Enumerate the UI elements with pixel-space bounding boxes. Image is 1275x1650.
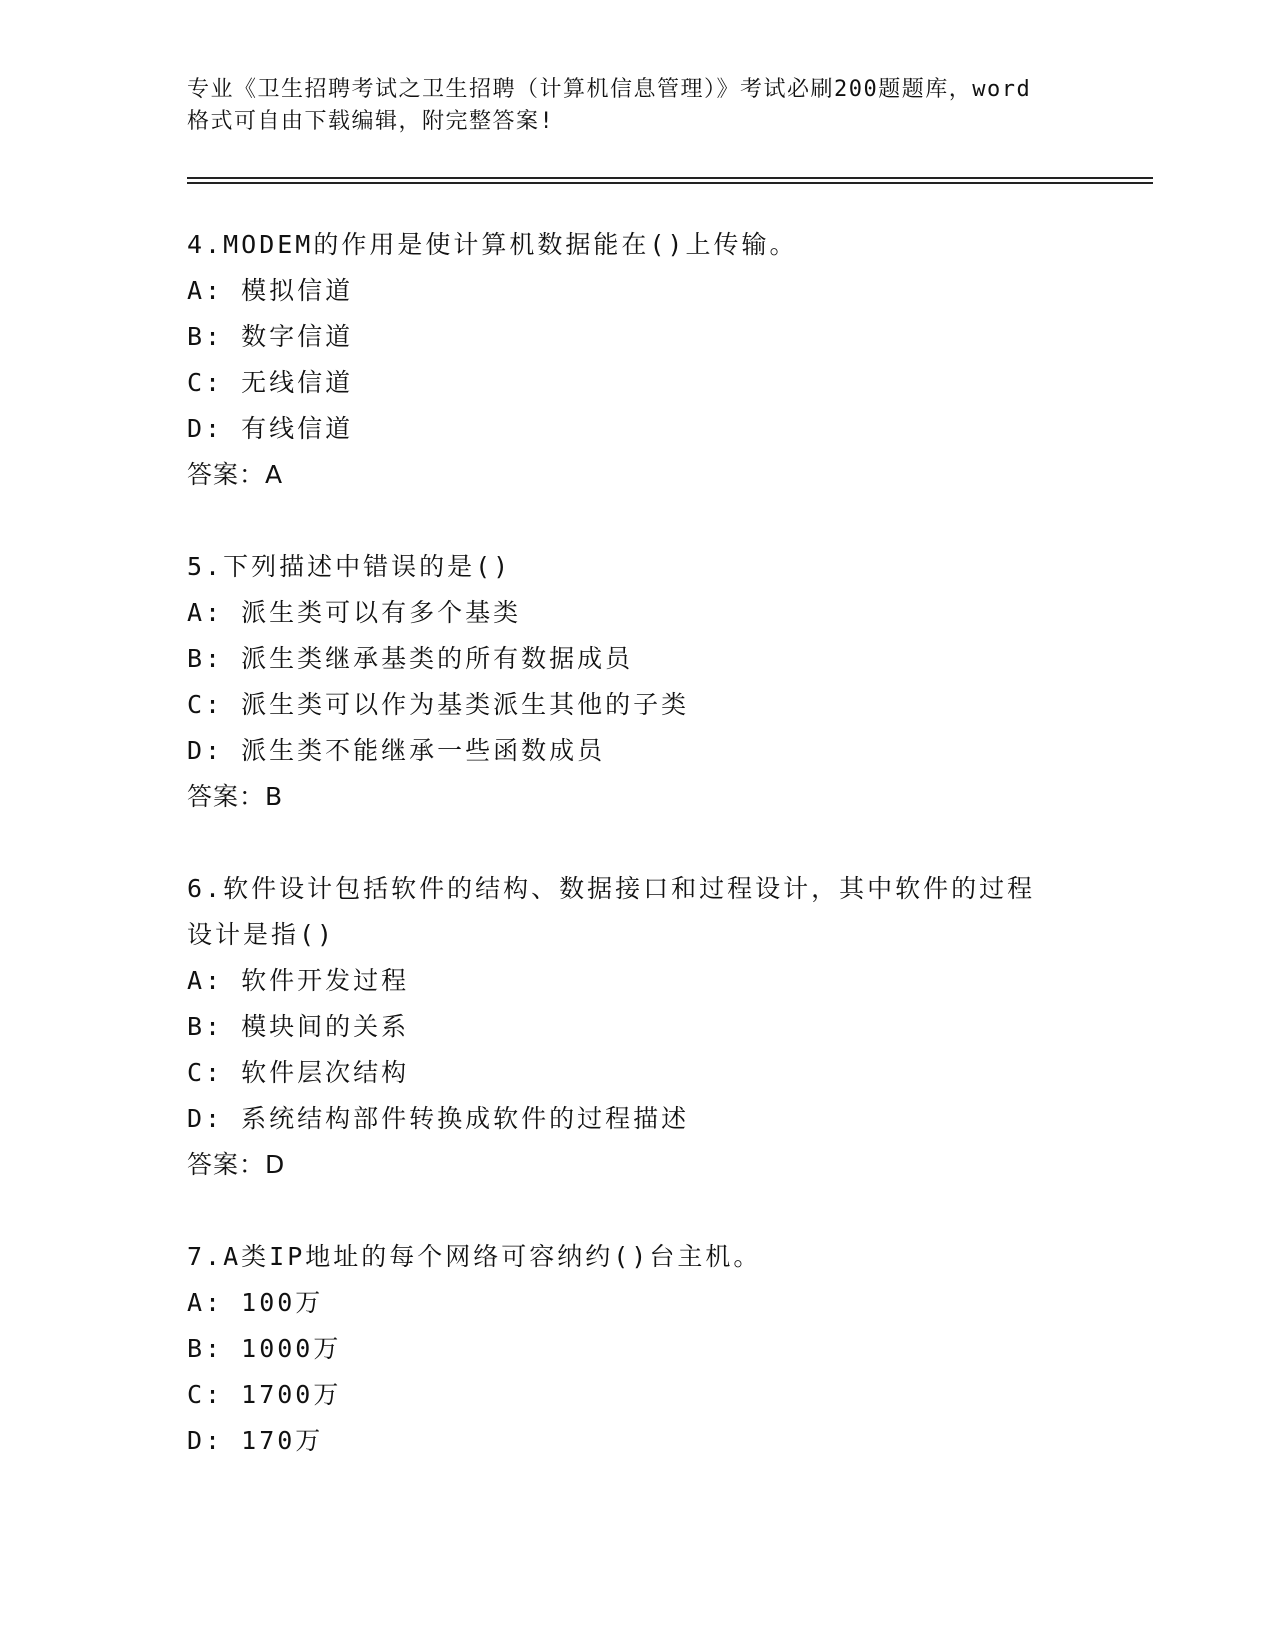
question-stem: 6.软件设计包括软件的结构、数据接口和过程设计，其中软件的过程: [187, 874, 1036, 903]
option-a: A: 模拟信道: [187, 276, 354, 305]
option-d: D: 系统结构部件转换成软件的过程描述: [187, 1104, 690, 1133]
header-divider-top: [187, 177, 1153, 179]
question-block: [187, 222, 1087, 498]
option-c: C: 派生类可以作为基类派生其他的子类: [187, 690, 690, 719]
question-stem: 4.MODEM的作用是使计算机数据能在()上传输。: [187, 230, 798, 259]
question-stem-continued: 设计是指(): [187, 920, 336, 949]
question-stem: 7.A类IP地址的每个网络可容纳约()台主机。: [187, 1242, 762, 1271]
option-a: A: 派生类可以有多个基类: [187, 598, 522, 627]
option-b: B: 模块间的关系: [187, 1012, 410, 1041]
option-b: B: 派生类继承基类的所有数据成员: [187, 644, 634, 673]
header-line-2: 格式可自由下载编辑，附完整答案!: [187, 109, 555, 134]
answer-line: 答案：A: [187, 460, 284, 489]
option-c: C: 1700万: [187, 1380, 342, 1409]
question-stem: 5.下列描述中错误的是(): [187, 552, 512, 581]
question-block: [187, 866, 1087, 1188]
option-b: B: 数字信道: [187, 322, 354, 351]
answer-line: 答案：B: [187, 782, 284, 811]
option-d: D: 派生类不能继承一些函数成员: [187, 736, 606, 765]
document-header: [187, 74, 1087, 138]
option-a: A: 100万: [187, 1288, 324, 1317]
header-line-1: 专业《卫生招聘考试之卫生招聘（计算机信息管理）》考试必刷200题题库，word: [187, 77, 1032, 102]
option-a: A: 软件开发过程: [187, 966, 410, 995]
option-b: B: 1000万: [187, 1334, 342, 1363]
header-divider-bottom: [187, 182, 1153, 184]
question-block: [187, 1234, 1087, 1464]
question-block: [187, 544, 1087, 820]
answer-line: 答案：D: [187, 1150, 286, 1179]
option-d: D: 有线信道: [187, 414, 354, 443]
option-d: D: 170万: [187, 1426, 324, 1455]
option-c: C: 软件层次结构: [187, 1058, 410, 1087]
option-c: C: 无线信道: [187, 368, 354, 397]
